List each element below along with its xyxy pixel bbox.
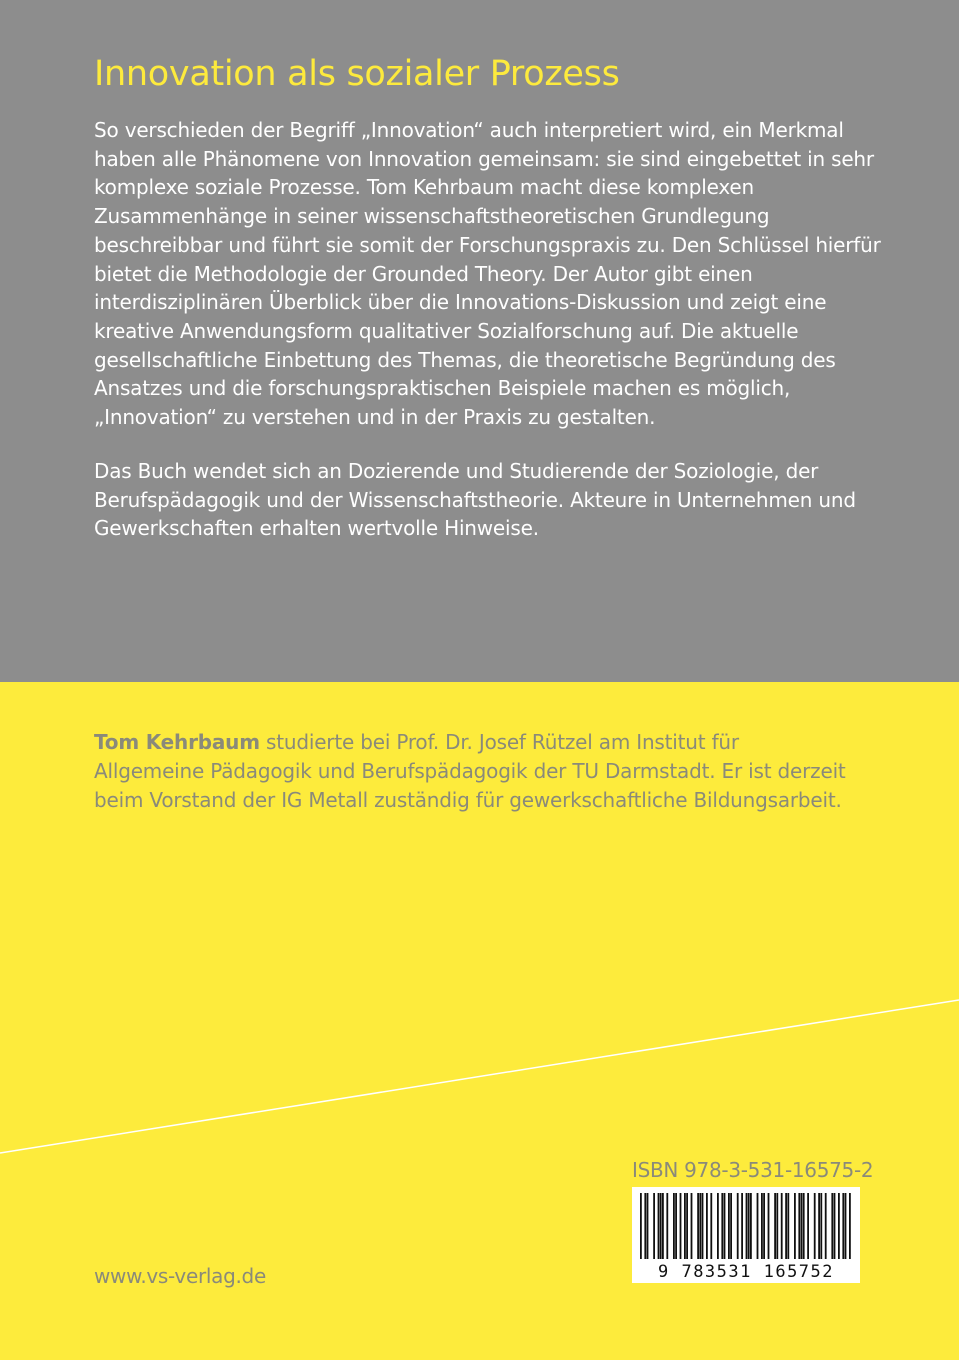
barcode-bar bbox=[737, 1193, 739, 1259]
barcode-bar bbox=[666, 1193, 668, 1259]
publisher-url[interactable]: www.vs-verlag.de bbox=[94, 1264, 266, 1288]
barcode-bar bbox=[684, 1193, 686, 1259]
barcode-bar bbox=[750, 1193, 752, 1259]
barcode-bar bbox=[825, 1193, 827, 1259]
barcode-bar bbox=[710, 1193, 712, 1259]
barcode-bar bbox=[686, 1193, 688, 1259]
barcode-bar bbox=[741, 1193, 743, 1259]
barcode-bar bbox=[673, 1193, 675, 1259]
isbn-barcode bbox=[632, 1187, 860, 1283]
barcode-bar bbox=[757, 1193, 759, 1259]
barcode-bar bbox=[774, 1193, 776, 1259]
barcode-bar bbox=[748, 1193, 750, 1259]
barcode-bar bbox=[834, 1193, 836, 1259]
barcode-bar bbox=[706, 1193, 708, 1259]
barcode-graphic bbox=[632, 1187, 860, 1283]
barcode-bar bbox=[768, 1193, 770, 1259]
barcode-bar bbox=[842, 1193, 844, 1259]
barcode-bar bbox=[675, 1193, 677, 1259]
barcode-bar bbox=[807, 1193, 809, 1259]
barcode-bar bbox=[728, 1193, 730, 1259]
barcode-digits: 9 783531 165752 bbox=[657, 1262, 835, 1282]
barcode-bar bbox=[697, 1193, 699, 1259]
barcode-bar bbox=[640, 1193, 642, 1259]
barcode-bar bbox=[662, 1193, 664, 1259]
barcode-bar bbox=[785, 1193, 787, 1259]
barcode-bar bbox=[763, 1193, 765, 1259]
barcode-bar bbox=[653, 1193, 655, 1259]
barcode-bar bbox=[787, 1193, 789, 1259]
barcode-bar bbox=[794, 1193, 796, 1259]
barcode-bar bbox=[647, 1193, 649, 1259]
barcode-bar bbox=[803, 1193, 805, 1259]
barcode-bar bbox=[798, 1193, 800, 1259]
barcode-bar bbox=[818, 1193, 820, 1259]
barcode-bar bbox=[845, 1193, 847, 1259]
blurb-paragraph-2: Das Buch wendet sich an Dozierende und Studierende der Soziologie, der Berufspädagogik und der Wissenschaftstheorie. Akteure in Unternehmen und Gewerkschaften erhalten wertvolle Hinweise. bbox=[94, 459, 856, 541]
book-title: Innovation als sozialer Prozess bbox=[94, 54, 620, 94]
barcode-bar bbox=[761, 1193, 763, 1259]
barcode-bar bbox=[781, 1193, 783, 1259]
barcode-bar bbox=[814, 1193, 816, 1259]
barcode-bar bbox=[801, 1193, 803, 1259]
barcode-bar bbox=[776, 1193, 778, 1259]
blurb-paragraph-1: So verschieden der Begriff „Innovation“ auch interpretiert wird, ein Merkmal haben alle Phänomene von Innovation gemeinsam: sie sind eingebettet in sehr komplexe soziale Prozesse. Tom Kehrbaum macht diese komplexen Zusammenhänge in seiner wissenschaftstheoretischen Grundlegung beschreibbar und führt sie somit der Forschungspraxis zu. Den Schlüssel hierfür bietet die Methodologie der Grounded Theory. Der Autor gibt einen interdisziplinären Überblick über die Innovations-Diskussion und zeigt eine kreative Anwendungsform qualitativer Sozialforschung auf. Die aktuelle gesellschaftliche Einbettung des Themas, die theoretische Begründung des Ansatzes und die forschungspraktischen Beispiele machen es möglich, „Innovation“ zu verstehen und in der Praxis zu gestalten. bbox=[94, 118, 881, 430]
barcode-bar bbox=[702, 1193, 704, 1259]
barcode-bar bbox=[691, 1193, 693, 1259]
barcode-bar bbox=[746, 1193, 748, 1259]
diagonal-line bbox=[0, 1000, 959, 1153]
barcode-bar bbox=[838, 1193, 840, 1259]
barcode-bar bbox=[680, 1193, 682, 1259]
barcode-bar bbox=[831, 1193, 833, 1259]
author-name: Tom Kehrbaum bbox=[94, 730, 260, 754]
barcode-bar bbox=[660, 1193, 662, 1259]
barcode-bar bbox=[721, 1193, 723, 1259]
isbn-label: ISBN 978-3-531-16575-2 bbox=[632, 1158, 874, 1182]
barcode-bar bbox=[820, 1193, 822, 1259]
barcode-bar bbox=[644, 1193, 646, 1259]
barcode-bar bbox=[658, 1193, 660, 1259]
barcode-bar bbox=[724, 1193, 726, 1259]
author-bio-text: studierte bei Prof. Dr. Josef Rützel am Institut für Allgemeine Pädagogik und Berufspädagogik der TU Darmstadt. Er ist derzeit beim Vorstand der IG Metall zuständig für gewerkschaftliche Bildungsarbeit. bbox=[94, 730, 846, 812]
barcode-bar bbox=[849, 1193, 851, 1259]
barcode-bar bbox=[699, 1193, 701, 1259]
barcode-bar bbox=[717, 1193, 719, 1259]
barcode-bars bbox=[640, 1193, 851, 1259]
barcode-bar bbox=[730, 1193, 732, 1259]
